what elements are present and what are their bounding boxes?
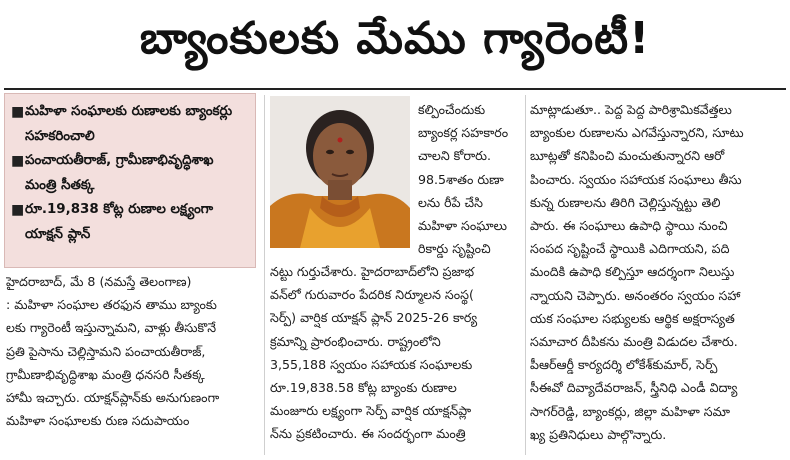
text-line: పీఆర్ఆర్డీ కార్యదర్శి లోకేశ్‌కుమార్, సెర్ప్ <box>530 357 718 373</box>
text-line: : మహిళా సంఘాల తరఫున తాము బ్యాంకు <box>6 297 217 313</box>
text-line: సంపద సృష్టించే స్థాయికి ఎదిగాయని, పది <box>530 241 730 257</box>
text-line: పించారు. స్వయం సహాయక సంఘాలు తీసు <box>530 171 742 187</box>
column-divider <box>525 95 526 455</box>
text-line: న్‌ను ప్రకటించారు. ఈ సందర్భంగా మంత్రి <box>270 426 466 442</box>
highlight-text: మహిళా సంఘాలకు రుణాలకు బ్యాంకర్లు సహకరించాలి <box>25 104 233 144</box>
text-line: రూ.19,838.58 కోట్ల బ్యాంకు రుణాల <box>270 380 457 396</box>
text-line: క్రమాన్ని ప్రారంభించారు. రాష్ట్రంలోని <box>270 333 441 349</box>
headline: బ్యాంకులకు మేము గ్యారెంటీ! <box>139 13 651 64</box>
text-line: వన్‌లో గురువారం పేదరిక నిర్మూలన సంస్థ( <box>270 287 474 303</box>
text-line: లకు గ్యారెంటీ ఇస్తున్నామని, వాళ్లు తీసుకొనే <box>6 320 217 336</box>
highlight-item <box>11 149 249 198</box>
text-line: బూట్లతో కనిపించి మంచుతున్నారని ఆరో <box>530 148 725 164</box>
text-line: మహిళా సంఘాలు <box>418 218 507 234</box>
text-line: మాట్లాడుతూ.. పెద్ద పెద్ద పారిశ్రామికవేత్తలు <box>530 102 732 117</box>
text-line: కున్న రుణాలను తిరిగి చెల్లిస్తున్నట్టు తెలి <box>530 194 721 210</box>
column-3 <box>530 98 788 446</box>
text-line: మందికి ఉపాధి కల్పిస్తూ ఆదర్శంగా నిలుస్తు <box>530 264 735 280</box>
text-line: ఖ్య ప్రతినిధులు పాల్గొన్నారు. <box>530 426 667 442</box>
column-2 <box>270 260 522 446</box>
text-line: కల్పించేందుకు <box>418 102 486 117</box>
text-line: బ్యాంకర్ల సహకారం <box>418 125 509 141</box>
text-line: సీఈవో దివ్యాదేవరాజన్, స్త్రీనిధి ఎండీ విద్యా <box>530 380 738 396</box>
text-line: మహిళా సంఘాలకు రుణ సదుపాయం <box>6 413 190 429</box>
text-line: నట్టు గుర్తుచేశారు. హైదరాబాద్‌లోని ప్రజాభ <box>270 264 475 279</box>
highlight-item <box>11 198 249 247</box>
text-line: సాగర్‌రెడ్డి, బ్యాంకర్లు, జిల్లా మహిళా సమా <box>530 403 731 419</box>
column-beside-photo <box>418 98 522 260</box>
text-line: లను రీపే చేసి <box>418 194 483 210</box>
text-line: గ్రామీణాభివృద్ధిశాఖ మంత్రి ధనసరి సీతక్క <box>6 366 205 382</box>
bullet-icon: ■ <box>11 202 25 218</box>
bullet-icon: ■ <box>11 153 25 169</box>
text-line: చాలని కోరారు. <box>418 148 492 164</box>
bullet-icon: ■ <box>11 104 25 120</box>
text-line: ప్రతి పైసాను చెల్లిస్తామని పంచాయతీరాజ్, <box>6 343 206 359</box>
text-line: హామీ ఇచ్చారు. యాక్షన్‌ప్లాన్‌కు అనుగుణంగా <box>6 390 220 406</box>
column-divider <box>264 95 265 455</box>
highlights-box <box>4 93 256 268</box>
text-line: మంజూరు లక్ష్యంగా సెర్ప్ వార్షిక యాక్షన్‌ప్లా <box>270 403 472 419</box>
text-line: రికార్డు సృష్టించి <box>418 241 491 257</box>
headline-rule <box>4 88 786 90</box>
text-line: యక సంఘాల సభ్యులకు ఆర్థిక అక్షరాస్యత <box>530 310 735 326</box>
dateline: హైదరాబాద్, మే 8 (నమస్తే తెలంగాణ) <box>6 274 192 289</box>
minister-photo <box>270 96 410 248</box>
column-1 <box>6 270 258 432</box>
text-line: సెర్ప్) వార్షిక యాక్షన్ ప్లాన్ 2025-26 కార్య <box>270 310 478 326</box>
text-line: న్నాయని చెప్పారు. అనంతరం స్వయం సహా <box>530 287 741 303</box>
highlight-text: పంచాయతీరాజ్, గ్రామీణాభివృద్ధిశాఖ మంత్రి సీతక్క <box>25 153 214 193</box>
text-line: బ్యాంకుల రుణాలను ఎగవేస్తున్నారని, సూటు <box>530 125 744 141</box>
text-line: పారు. ఈ సంఘాలు ఉపాధి స్థాయి నుంచి <box>530 218 728 234</box>
highlight-text: రూ.19,838 కోట్ల రుణాల లక్ష్యంగా యాక్షన్ ప్లాన్ <box>25 202 214 242</box>
text-line: 98.5శాతం రుణా <box>418 171 504 187</box>
text-line: సమాచార దీపికను మంత్రి విడుదల చేశారు. <box>530 334 738 350</box>
portrait-image <box>270 96 410 248</box>
highlight-item <box>11 100 249 149</box>
text-line: 3,55,188 స్వయం సహాయక సంఘాలకు <box>270 356 473 372</box>
